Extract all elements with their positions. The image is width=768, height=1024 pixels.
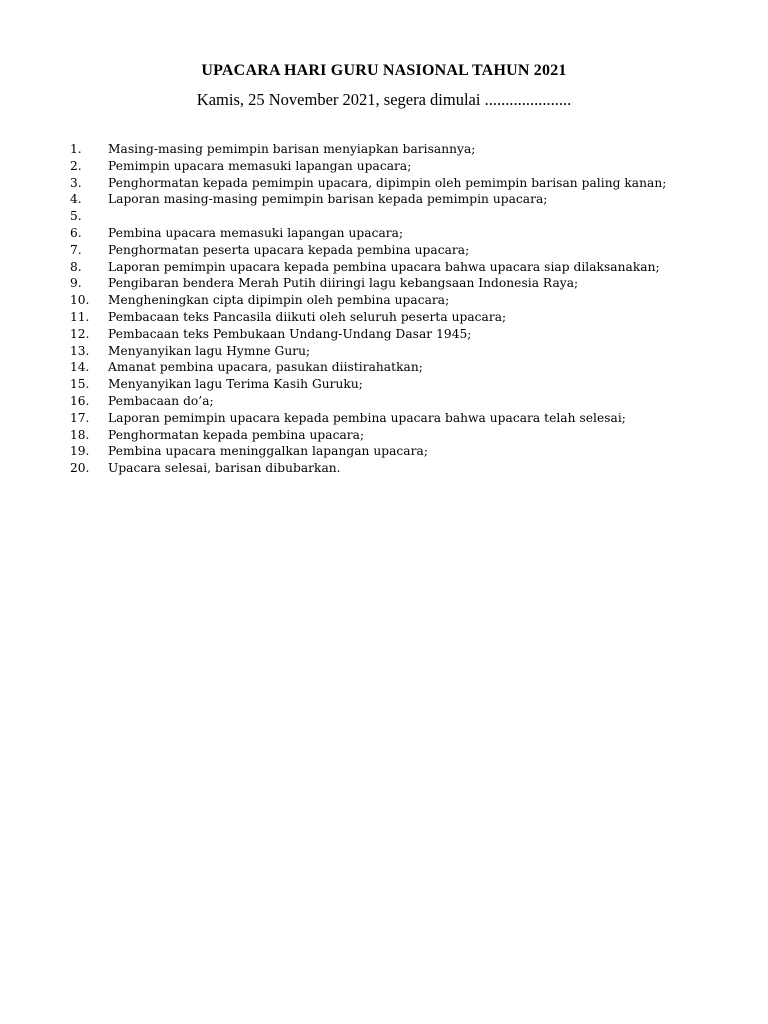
item-text: Pembacaan teks Pancasila diikuti oleh seluruh peserta upacara; — [108, 309, 507, 324]
item-number: 2. — [70, 158, 82, 173]
list-item — [70, 443, 710, 460]
list-item — [70, 460, 710, 477]
item-text: Pembina upacara memasuki lapangan upacara; — [108, 225, 404, 240]
list-item — [70, 208, 710, 225]
item-number: 3. — [70, 175, 82, 190]
item-number: 6. — [70, 225, 82, 240]
item-number: 12. — [70, 326, 90, 341]
item-text: Pembacaan do’a; — [108, 393, 214, 408]
item-number: 11. — [70, 309, 90, 324]
item-text: Pembacaan teks Pembukaan Undang-Undang Dasar 1945; — [108, 326, 472, 341]
agenda-list — [70, 141, 710, 477]
item-number: 7. — [70, 242, 82, 257]
list-item — [70, 427, 710, 444]
item-number: 17. — [70, 410, 90, 425]
list-item — [70, 141, 710, 158]
item-number: 13. — [70, 343, 90, 358]
list-item — [70, 326, 710, 343]
item-text: Menyanyikan lagu Terima Kasih Guruku; — [108, 377, 363, 392]
item-number: 18. — [70, 427, 90, 442]
list-item — [70, 359, 710, 376]
list-item — [70, 292, 710, 309]
item-text: Laporan pemimpin upacara kepada pembina upacara bahwa upacara siap dilaksanakan; — [108, 259, 660, 274]
item-text: Penghormatan peserta upacara kepada pembina upacara; — [108, 242, 470, 257]
item-text: Pengibaran bendera Merah Putih diiringi lagu kebangsaan Indonesia Raya; — [108, 276, 579, 291]
item-number: 15. — [70, 377, 90, 392]
item-number: 8. — [70, 259, 82, 274]
item-number: 16. — [70, 393, 90, 408]
item-text: Menyanyikan lagu Hymne Guru; — [108, 343, 311, 358]
item-text: Laporan masing-masing pemimpin barisan kepada pemimpin upacara; — [108, 192, 548, 207]
list-item — [70, 393, 710, 410]
item-text: Laporan pemimpin upacara kepada pembina upacara bahwa upacara telah selesai; — [108, 410, 626, 425]
list-item — [70, 175, 710, 192]
item-text: Amanat pembina upacara, pasukan diistirahatkan; — [108, 360, 423, 375]
item-text: Masing-masing pemimpin barisan menyiapkan barisannya; — [108, 142, 476, 156]
list-item — [70, 343, 710, 360]
page-title: UPACARA HARI GURU NASIONAL TAHUN 2021 — [201, 62, 567, 79]
list-item — [70, 376, 710, 393]
item-text: Pemimpin upacara memasuki lapangan upacara; — [108, 158, 412, 173]
item-number: 5. — [70, 209, 82, 224]
item-number: 10. — [70, 293, 90, 308]
item-text: Upacara selesai, barisan dibubarkan. — [108, 461, 341, 476]
item-number: 9. — [70, 276, 82, 291]
item-number: 1. — [70, 142, 82, 156]
item-text: Pembina upacara meninggalkan lapangan upacara; — [108, 444, 428, 459]
item-number: 19. — [70, 444, 90, 459]
page-subtitle: Kamis, 25 November 2021, segera dimulai ..................... — [196, 90, 572, 109]
list-item — [70, 191, 710, 208]
list-item — [70, 242, 710, 259]
list-item — [70, 259, 710, 276]
list-item — [70, 275, 710, 292]
item-number: 20. — [70, 461, 90, 476]
list-item — [70, 410, 710, 427]
list-item — [70, 309, 710, 326]
item-text: Penghormatan kepada pembina upacara; — [108, 427, 365, 442]
list-item — [70, 225, 710, 242]
item-number: 4. — [70, 192, 82, 207]
item-text: Mengheningkan cipta dipimpin oleh pembina upacara; — [108, 293, 450, 308]
item-text: Penghormatan kepada pemimpin upacara, dipimpin oleh pemimpin barisan paling kanan; — [108, 175, 667, 190]
item-number: 14. — [70, 360, 90, 375]
list-item — [70, 158, 710, 175]
